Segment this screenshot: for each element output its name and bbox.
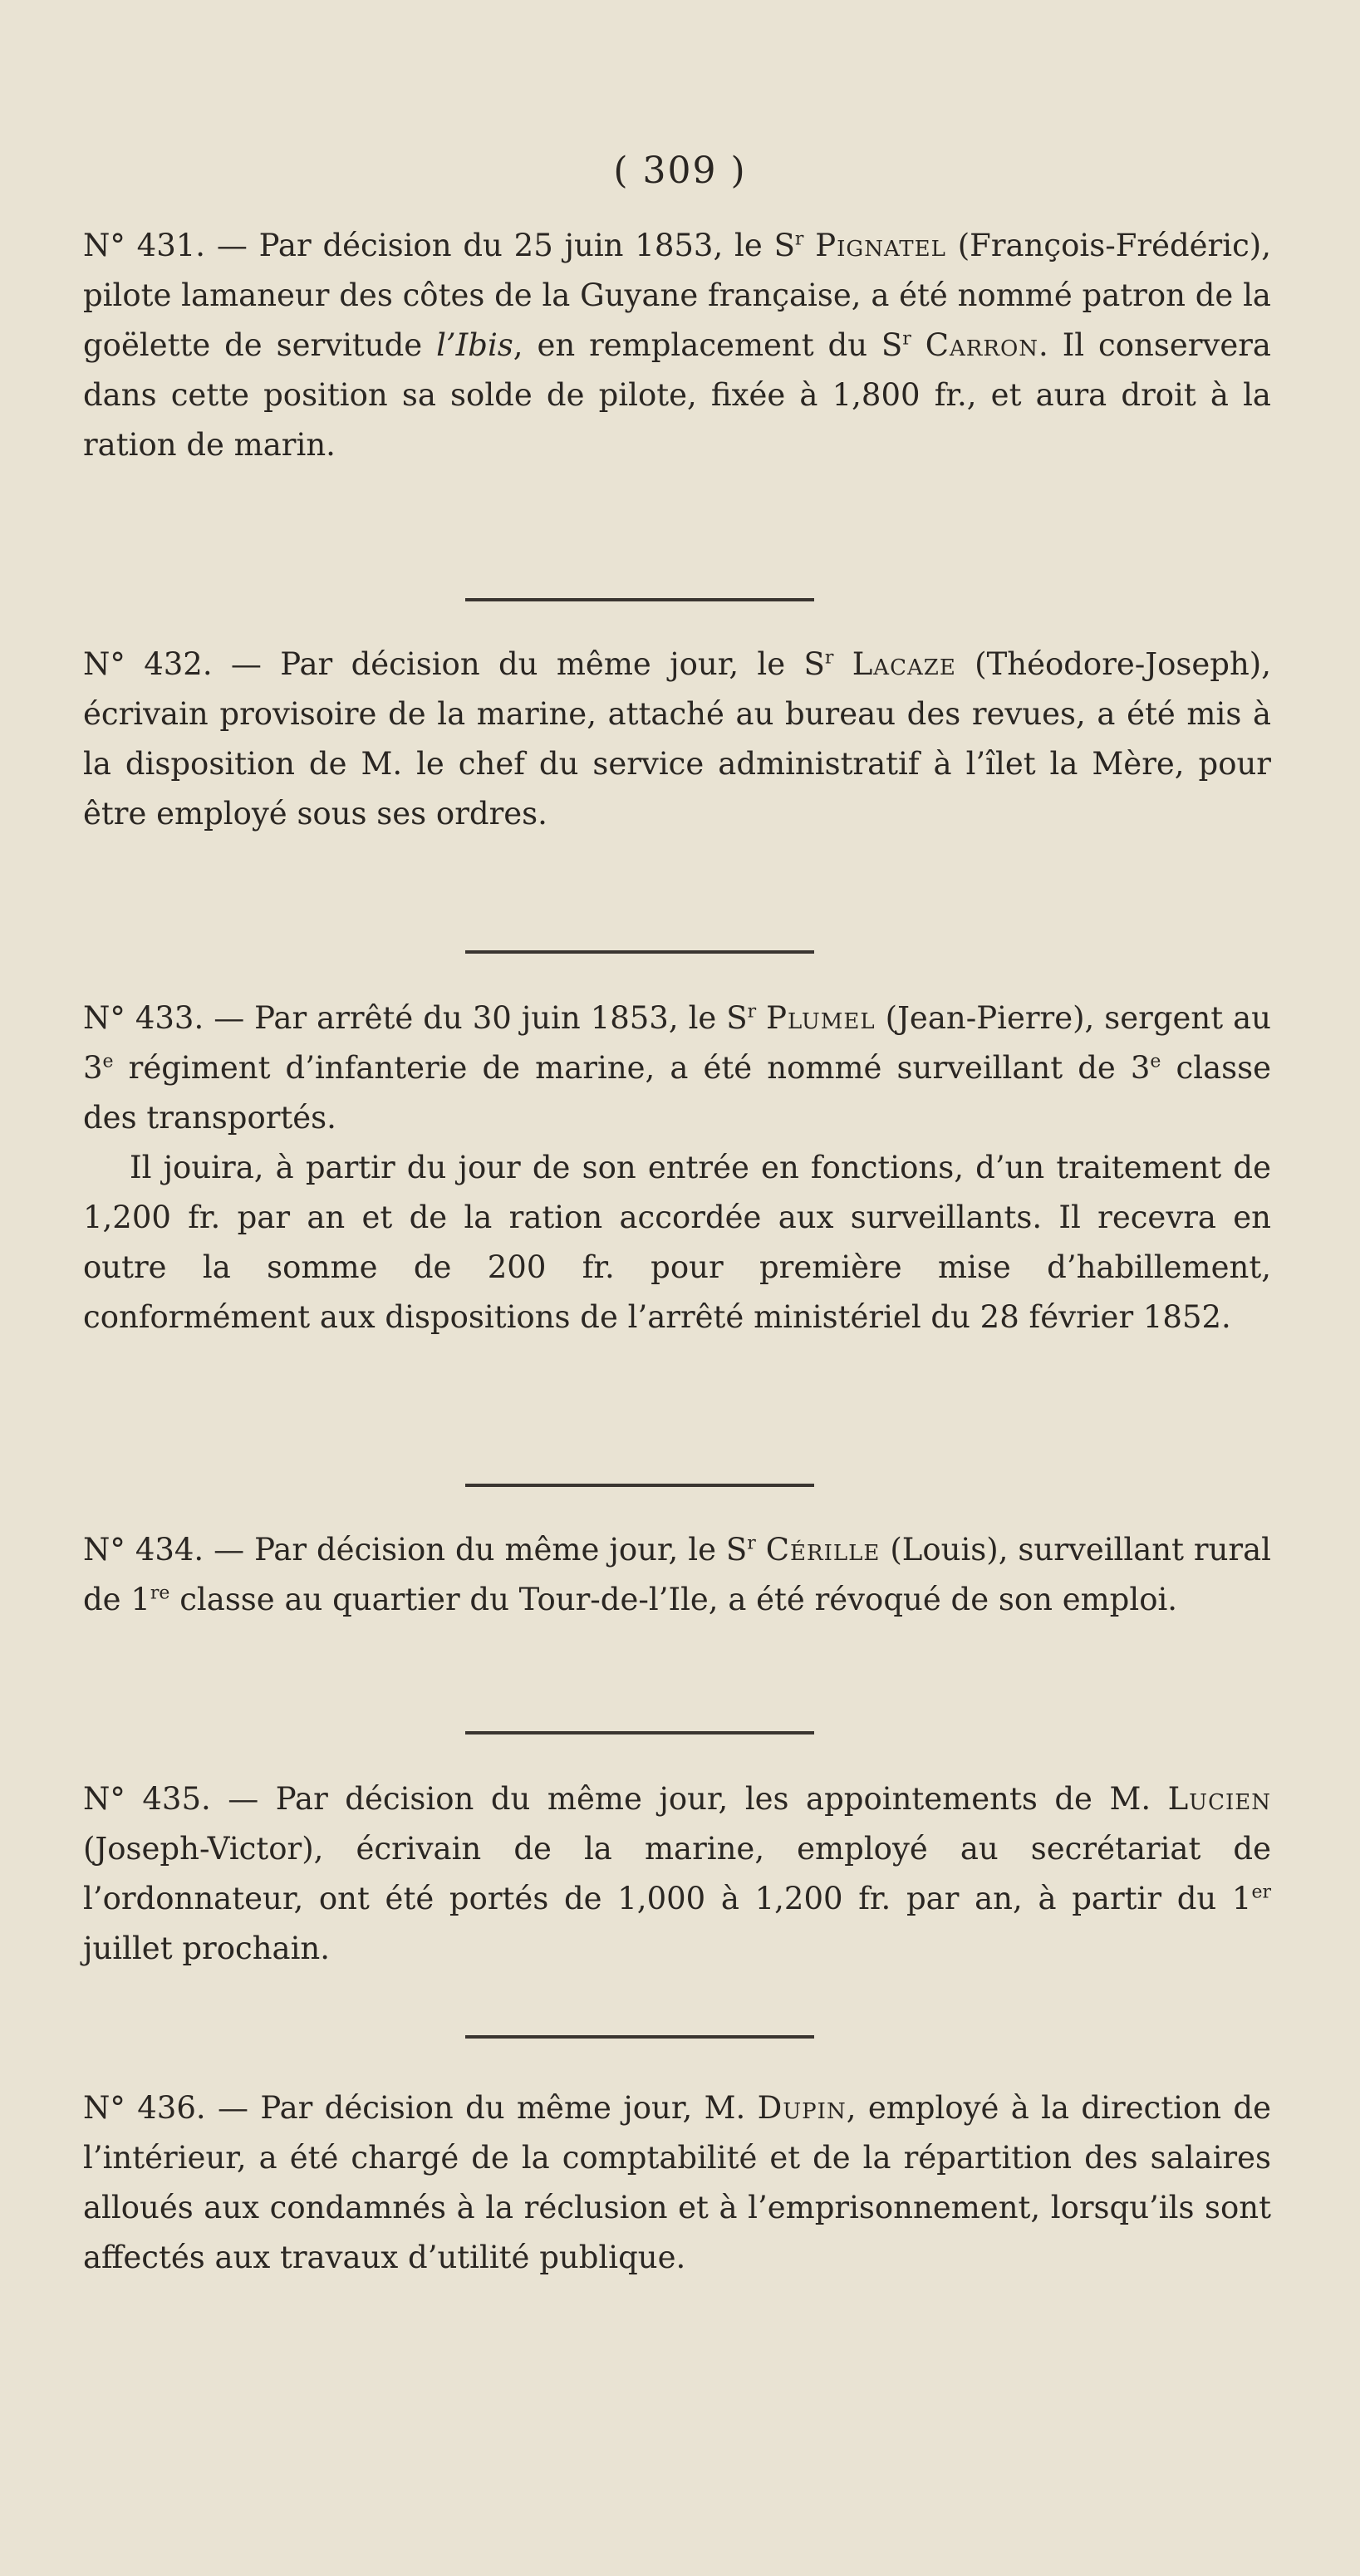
superscript: r [747, 1001, 757, 1023]
entry-435 [83, 1774, 1271, 1974]
superscript: er [1251, 1882, 1271, 1903]
person-name: Plumel [766, 1000, 876, 1036]
person-name: Lucien [1167, 1781, 1271, 1817]
person-name: Dupin [757, 2090, 847, 2126]
superscript: r [824, 647, 834, 669]
person-name: Pignatel [815, 228, 946, 263]
entry-paragraph: N° 433. — Par arrêté du 30 juin 1853, le $S^r$ Plumel (Jean-Pierre), sergent au 3e régiment d’infanterie de marine, a été nommé surveillant de 3e classe des transportés. [83, 1000, 1272, 1136]
separator-rule [465, 2035, 814, 2039]
person-name: Lacaze [852, 646, 956, 682]
entry-paragraph: N° 431. — Par décision du 25 juin 1853, le $S^r$ Pignatel (François-Frédéric), pilote lamaneur des côtes de la Guyane française, a été nommé patron de la goëlette de servitude l’Ibis, en remplacement du $S^r$ Carron. Il conservera dans cette position sa solde de pilote, fixée à 1,800 fr., et aura droit à la ration de marin. [83, 228, 1271, 463]
separator-rule [465, 1484, 814, 1487]
superscript: re [150, 1582, 170, 1604]
superscript: r [902, 328, 911, 350]
entry-paragraph: N° 435. — Par décision du même jour, les appointements de M. Lucien (Joseph-Victor), écrivain de la marine, employé au secrétariat de l’ordonnateur, ont été portés de 1,000 à 1,200 fr. par an, à partir du 1er juillet prochain. [83, 1781, 1271, 1966]
page-number: ( 309 ) [613, 150, 747, 192]
separator-rule [465, 1731, 814, 1735]
entry-432 [83, 640, 1271, 839]
entry-431 [83, 221, 1271, 470]
entry-paragraph: N° 434. — Par décision du même jour, le $S^r$ Cérille (Louis), surveillant rural de 1re classe au quartier du Tour-de-l’Ile, a été révoqué de son emploi. [83, 1532, 1272, 1617]
separator-rule [465, 950, 814, 954]
superscript: e [1150, 1051, 1161, 1072]
superscript: r [794, 228, 804, 250]
superscript: r [747, 1533, 756, 1554]
entry-paragraph: N° 432. — Par décision du même jour, le $S^r$ Lacaze (Théodore-Joseph), écrivain provisoire de la marine, attaché au bureau des revues, a été mis à la disposition de M. le chef du service administratif à l’îlet la Mère, pour être employé sous ses ordres. [83, 646, 1271, 832]
person-name: Cérille [765, 1532, 881, 1568]
entry-434 [83, 1525, 1271, 1625]
superscript: e [102, 1051, 114, 1072]
entry-436 [83, 2083, 1271, 2283]
separator-rule [465, 598, 814, 601]
person-name: Carron [925, 327, 1039, 363]
ship-name: l’Ibis [436, 327, 513, 363]
entry-433 [83, 994, 1271, 1342]
entry-paragraph: N° 436. — Par décision du même jour, M. Dupin, employé à la direction de l’intérieur, a été chargé de la comptabilité et de la répartition des salaires alloués aux condamnés à la réclusion et à l’emprisonnement, lorsqu’ils sont affectés aux travaux d’utilité publique. [83, 2090, 1271, 2275]
entry-paragraph: Il jouira, à partir du jour de son entrée en fonctions, d’un traitement de 1,200 fr. par an et de la ration accordée aux surveillants. Il recevra en outre la somme de 200 fr. pour première mise d’habillement, conformément aux dispositions de l’arrêté ministériel du 28 février 1852. [83, 1150, 1271, 1335]
